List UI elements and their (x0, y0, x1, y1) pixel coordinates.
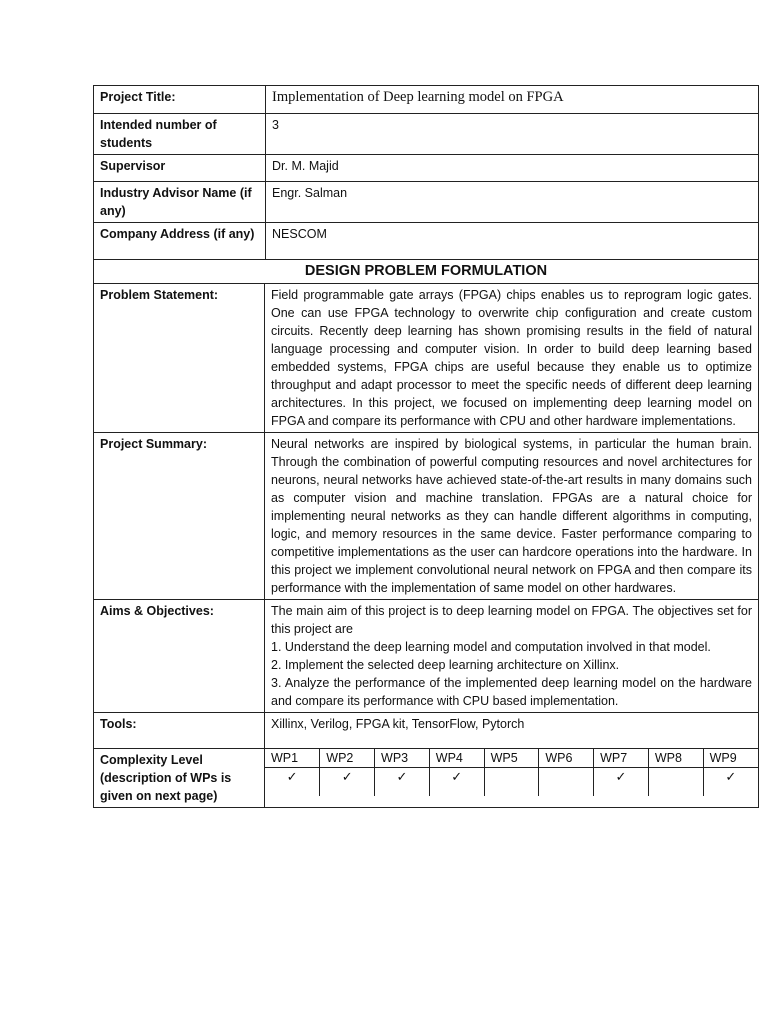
project-summary-label: Project Summary: (94, 433, 265, 600)
problem-statement-text: Field programmable gate arrays (FPGA) chips enables us to reprogram logic gates. One can use FPGA technology to overwrite chip configuration and create custom circuits. Recently deep learning has shown promising results in the field of natural language processing and computer vision. In order to build deep learning based embedded systems, FPGA chips are useful because they enable us to optimize throughput and adapt processor to meet the specific needs of different deep learning architectures. In this project, we focused on implementing deep learning model on FPGA and compare its performance with CPU and other hardware implementations. (265, 284, 759, 433)
aims-objectives-text (265, 600, 759, 713)
project-info-table (93, 85, 759, 284)
industry-advisor-value: Engr. Salman (266, 182, 759, 223)
wp-label: WP5 (484, 749, 539, 768)
complexity-label: Complexity Level (description of WPs is given on next page) (94, 749, 265, 808)
wp-cell (265, 749, 759, 808)
students-value: 3 (266, 114, 759, 155)
complexity-row (94, 749, 759, 808)
wp-label: WP9 (703, 749, 758, 768)
tools-value: Xillinx, Verilog, FPGA kit, TensorFlow, Pytorch (265, 713, 759, 749)
checkmark-icon: ✓ (429, 768, 484, 797)
students-row (94, 114, 759, 155)
problem-statement-row (94, 284, 759, 433)
checkmark-icon (484, 768, 539, 797)
aims-objectives-row (94, 600, 759, 713)
design-heading: DESIGN PROBLEM FORMULATION (94, 260, 759, 284)
tools-label: Tools: (94, 713, 265, 749)
project-title-row (94, 86, 759, 114)
wp-label: WP2 (320, 749, 375, 768)
wp-label: WP1 (265, 749, 320, 768)
company-address-label: Company Address (if any) (94, 223, 266, 260)
supervisor-row (94, 155, 759, 182)
project-summary-text: Neural networks are inspired by biological systems, in particular the human brain. Through the combination of powerful computing resources and novel architectures for neurons, neural networks have achieved state-of-the-art results in many domains such as computer vision and machine translation. FPGAs are a natural choice for implementing neural networks as they can handle different algorithms in computing, logic, and memory resources in the same device. Faster performance comparing to competitive implementations as the user can hardcore operations into the hardware. In this project we implement convolutional neural network on FPGA and then compare its performance with the implementation of same model on other hardwares. (265, 433, 759, 600)
design-heading-row (94, 260, 759, 284)
checkmark-icon (539, 768, 594, 797)
aims-item-3: 3. Analyze the performance of the implemented deep learning model on the hardware and compare its performance with CPU based implementation. (271, 676, 752, 708)
wp-grid (265, 749, 758, 796)
company-address-row (94, 223, 759, 260)
wp-label: WP8 (648, 749, 703, 768)
checkmark-icon: ✓ (375, 768, 430, 797)
aims-intro: The main aim of this project is to deep learning model on FPGA. The objectives set for this project are (271, 604, 752, 636)
checkmark-icon: ✓ (320, 768, 375, 797)
project-form (93, 85, 759, 808)
industry-advisor-label: Industry Advisor Name (if any) (94, 182, 266, 223)
aims-item-2: 2. Implement the selected deep learning architecture on Xillinx. (271, 658, 620, 672)
project-title-value: Implementation of Deep learning model on FPGA (266, 86, 759, 114)
design-table (93, 283, 759, 808)
wp-label: WP4 (429, 749, 484, 768)
company-address-value: NESCOM (266, 223, 759, 260)
students-label: Intended number of students (94, 114, 266, 155)
checkmark-icon: ✓ (265, 768, 320, 797)
aims-item-1: 1. Understand the deep learning model and computation involved in that model. (271, 640, 711, 654)
project-title-label: Project Title: (94, 86, 266, 114)
tools-row (94, 713, 759, 749)
supervisor-label: Supervisor (94, 155, 266, 182)
checkmark-icon: ✓ (594, 768, 649, 797)
wp-label: WP7 (594, 749, 649, 768)
wp-label: WP6 (539, 749, 594, 768)
aims-objectives-label: Aims & Objectives: (94, 600, 265, 713)
checkmark-icon: ✓ (703, 768, 758, 797)
wp-labels-row (265, 749, 758, 768)
project-summary-row (94, 433, 759, 600)
wp-checks-row (265, 768, 758, 797)
wp-label: WP3 (375, 749, 430, 768)
supervisor-value: Dr. M. Majid (266, 155, 759, 182)
industry-advisor-row (94, 182, 759, 223)
problem-statement-label: Problem Statement: (94, 284, 265, 433)
checkmark-icon (648, 768, 703, 797)
